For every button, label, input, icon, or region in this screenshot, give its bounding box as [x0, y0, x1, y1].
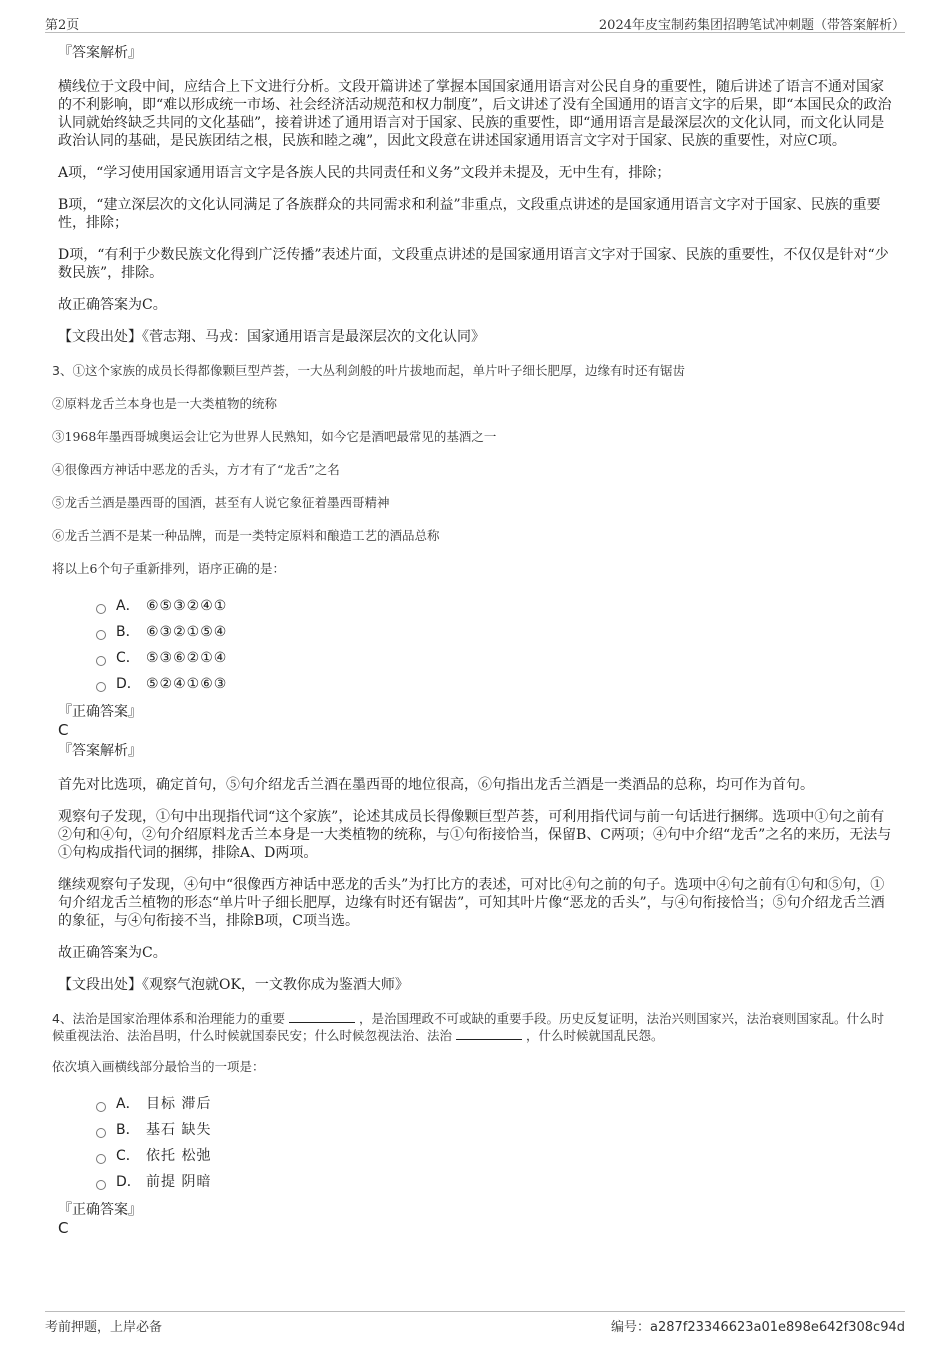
analysis-paragraph: 观察句子发现，①句中出现指代词“这个家族”，论述其成员长得像颗巨型芦荟，可利用指代词与前一句话进行捆绑。选项中①句之前有②句和④句，②句介绍原料龙舌兰本身是一大类植物的统称，与①句衔接恰当，保留B、C两项；④句中介绍“龙舌”之名的来历，无法与①句构成指代词的捆绑，排除A、D两项。	[58, 809, 892, 861]
radio-icon[interactable]	[96, 656, 106, 666]
question-3	[52, 362, 893, 994]
correct-answer: C	[58, 721, 69, 739]
option-a[interactable]: A． 目标 滞后	[96, 1091, 893, 1117]
analysis-paragraph: 横线位于文段中间，应结合上下文进行分析。文段开篇讲述了掌握本国国家通用语言对公民自身的重要性，随后讲述了语言不通对国家的不利影响，即“难以形成统一市场、社会经济活动规范和权力制度”，后文讲述了没有全国通用的语言文字的后果，即“本国民众的政治认同就始终缺乏共同的文化基础”，接着讲述了通用语言对于国家、民族的重要性，即“通用语言是最深层次的文化认同，而文化认同是政治认同的基础，是民族团结之根，民族和睦之魂”，因此文段意在讲述国家通用语言文字对于国家、民族的重要性，对应C项。	[58, 79, 892, 149]
question-sentence: ④很像西方神话中恶龙的舌头，方才有了“龙舌”之名	[52, 462, 340, 477]
analysis-tag: 『答案解析』	[58, 743, 142, 759]
analysis-conclusion: 故正确答案为C。	[58, 945, 167, 961]
question-4	[52, 1010, 893, 1238]
question-sentence: ③1968年墨西哥城奥运会让它为世界人民熟知，如今它是酒吧最常见的基酒之一	[52, 429, 497, 444]
question-sentence: ②原料龙舌兰本身也是一大类植物的统称	[52, 396, 278, 411]
option-c[interactable]: C． 依托 松弛	[96, 1143, 893, 1169]
radio-icon[interactable]	[96, 1128, 106, 1138]
analysis-paragraph: A项，“学习使用国家通用语言文字是各族人民的共同责任和义务”文段并未提及，无中生有，排除；	[58, 165, 671, 181]
option-d[interactable]: D． ⑤②④①⑥③	[96, 671, 893, 697]
analysis-paragraph: B项，“建立深层次的文化认同满足了各族群众的共同需求和利益”非重点，文段重点讲述的是国家通用语言文字对于国家、民族的重要性，排除；	[58, 197, 881, 231]
analysis-paragraph: 首先对比选项，确定首句，⑤句介绍龙舌兰酒在墨西哥的地位很高，⑥句指出龙舌兰酒是一类酒品的总称，均可作为首句。	[58, 777, 814, 793]
radio-icon[interactable]	[96, 1102, 106, 1112]
question-prompt: 依次填入画横线部分最恰当的一项是：	[52, 1059, 265, 1074]
answer-options	[96, 593, 893, 697]
radio-icon[interactable]	[96, 1180, 106, 1190]
question-sentence: 3、①这个家族的成员长得都像颗巨型芦荟，一大丛利剑般的叶片拔地而起，单片叶子细长肥厚，边缘有时还有锯齿	[52, 363, 685, 378]
option-b[interactable]: B． 基石 缺失	[96, 1117, 893, 1143]
question-sentence: ⑤龙舌兰酒是墨西哥的国酒，甚至有人说它象征着墨西哥精神	[52, 495, 390, 510]
radio-icon[interactable]	[96, 682, 106, 692]
correct-answer-tag: 『正确答案』	[58, 704, 142, 720]
fill-blank	[456, 1027, 522, 1040]
question-stem: 4、法治是国家治理体系和治理能力的重要 ，是治国理政不可或缺的重要手段。历史反复证明，法治兴则国家兴，法治衰则国家乱。什么时候重视法治、法治昌明，什么时候就国泰民安；什么时候忽视法治、法治 ，什么时候就国乱民怨。	[52, 1011, 884, 1043]
option-c[interactable]: C． ⑤③⑥②①④	[96, 645, 893, 671]
correct-answer-tag: 『正确答案』	[58, 1202, 142, 1218]
page-content	[52, 44, 893, 1240]
question-sentence: ⑥龙舌兰酒不是某一种品牌，而是一类特定原料和酿造工艺的酒品总称	[52, 528, 440, 543]
question-prompt: 将以上6个句子重新排列，语序正确的是：	[52, 561, 285, 576]
analysis-tag: 『答案解析』	[58, 45, 142, 61]
document-title: 2024年皮宝制药集团招聘笔试冲刺题（带答案解析）	[598, 18, 905, 33]
radio-icon[interactable]	[96, 604, 106, 614]
question-number: 4、	[52, 1011, 73, 1026]
option-b[interactable]: B． ⑥③②①⑤④	[96, 619, 893, 645]
page-number: 第2页	[45, 18, 80, 33]
fill-blank	[289, 1010, 355, 1023]
document-code: 编号：a287f23346623a01e898e642f308c94d	[610, 1320, 905, 1335]
radio-icon[interactable]	[96, 1154, 106, 1164]
analysis-conclusion: 故正确答案为C。	[58, 297, 167, 313]
passage-source: 【文段出处】《观察气泡就OK，一文教你成为鉴酒大师》	[58, 977, 409, 993]
passage-source: 【文段出处】《菅志翔、马戎：国家通用语言是最深层次的文化认同》	[58, 329, 485, 345]
analysis-paragraph: D项，“有利于少数民族文化得到广泛传播”表述片面，文段重点讲述的是国家通用语言文字对于国家、民族的重要性，不仅仅是针对“少数民族”，排除。	[58, 247, 889, 281]
option-a[interactable]: A． ⑥⑤③②④①	[96, 593, 893, 619]
question-number: 3、	[52, 363, 73, 378]
answer-options	[96, 1091, 893, 1195]
radio-icon[interactable]	[96, 630, 106, 640]
footer-slogan: 考前押题，上岸必备	[45, 1320, 163, 1335]
correct-answer: C	[58, 1219, 69, 1237]
option-d[interactable]: D． 前提 阴暗	[96, 1169, 893, 1195]
analysis-paragraph: 继续观察句子发现，④句中“很像西方神话中恶龙的舌头”为打比方的表述，可对比④句之前的句子。选项中④句之前有①句和⑤句，①句介绍龙舌兰植物的形态“单片叶子细长肥厚，边缘有时还有锯齿”，可知其叶片像“恶龙的舌头”，与④句衔接恰当；⑤句介绍龙舌兰酒的象征，与④句衔接不当，排除B项，C项当选。	[58, 877, 885, 929]
page-footer	[45, 1311, 905, 1338]
page-header	[45, 12, 905, 33]
